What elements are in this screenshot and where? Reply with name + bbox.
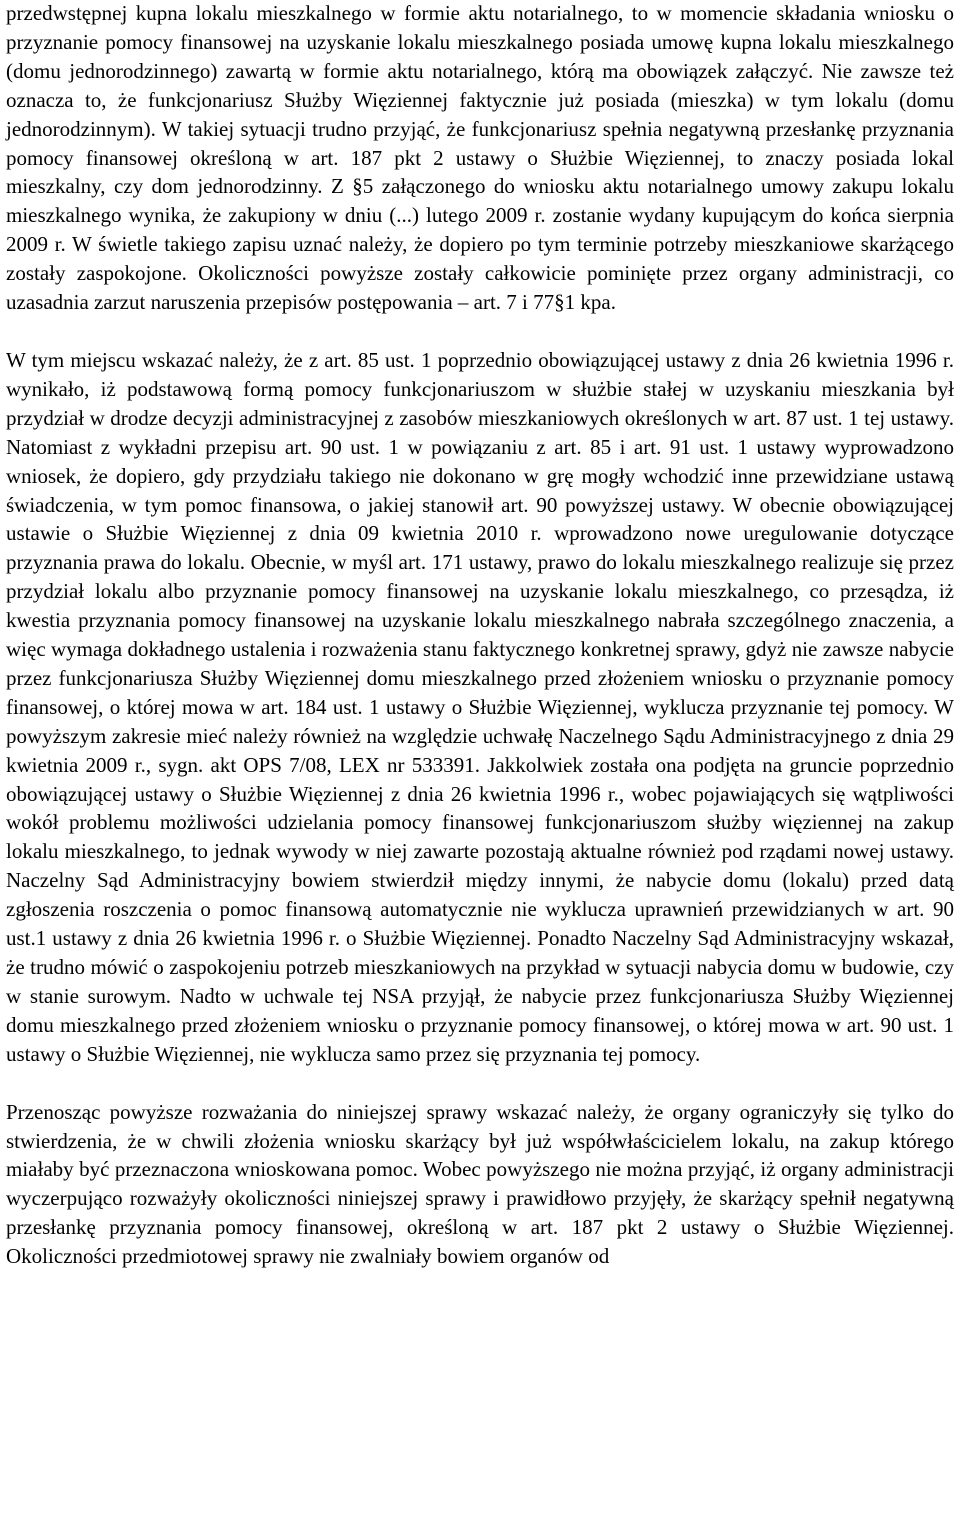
paragraph-gap [6,1069,954,1098]
paragraph-legal-analysis: W tym miejscu wskazać należy, że z art. 85 ust. 1 poprzednio obowiązującej ustawy z dnia 26 kwietnia 1996 r. wynikało, iż podstawową formą pomocy funkcjonariuszom w służbie stałej w uzyskaniu mieszkania był przydział w drodze decyzji administracyjnej z zasobów mieszkaniowych określonych w art. 87 ust. 1 tej ustawy. Natomiast z wykładni przepisu art. 90 ust. 1 w powiązaniu z art. 85 i art. 91 ust. 1 ustawy wyprowadzono wniosek, że dopiero, gdy przydziału takiego nie dokonano w grę mogły wchodzić inne przewidziane ustawą świadczenia, w tym pomoc finansowa, o jakiej stanowił art. 90 powyższej ustawy. W obecnie obowiązującej ustawie o Służbie Więziennej z dnia 09 kwietnia 2010 r. wprowadzono nowe uregulowanie dotyczące przyznania prawa do lokalu. Obecnie, w myśl art. 171 ustawy, prawo do lokalu mieszkalnego realizuje się przez przydział lokalu albo przyznanie pomocy finansowej na uzyskanie lokalu mieszkalnego, co przesądza, iż kwestia przyznania pomocy finansowej na uzyskanie lokalu mieszkalnego nabrała szczególnego znaczenia, a więc wymaga dokładnego ustalenia i rozważenia stanu faktycznego konkretnej sprawy, gdyż nie zawsze nabycie przez funkcjonariusza Służby Więziennej domu mieszkalnego przed złożeniem wniosku o przyznanie pomocy finansowej, o której mowa w art. 184 ust. 1 ustawy o Służbie Więziennej, wyklucza przyznanie tej pomocy. W powyższym zakresie mieć należy również na względzie uchwałę Naczelnego Sądu Administracyjnego z dnia 29 kwietnia 2009 r., sygn. akt OPS 7/08, LEX nr 533391. Jakkolwiek została ona podjęta na gruncie poprzednio obowiązującej ustawy o Służbie Więziennej z dnia 26 kwietnia 1996 r., wobec pojawiających się wątpliwości wokół problemu możliwości udzielania pomocy finansowej funkcjonariuszom służby więziennej na zakup lokalu mieszkalnego, to jednak wywody w niej zawarte pozostają aktualne również pod rządami nowej ustawy. Naczelny Sąd Administracyjny bowiem stwierdził między innymi, że nabycie domu (lokalu) przed datą zgłoszenia roszczenia o pomoc finansową automatycznie nie wyklucza uprawnień przewidzianych w art. 90 ust.1 ustawy z dnia 26 kwietnia 1996 r. o Służbie Więziennej. Ponadto Naczelny Sąd Administracyjny wskazał, że trudno mówić o zaspokojeniu potrzeb mieszkaniowych na przykład w sytuacji nabycia domu w budowie, czy w stanie surowym. Nadto w uchwale tej NSA przyjął, że nabycie przez funkcjonariusza Służby Więziennej domu mieszkalnego przed złożeniem wniosku o przyznanie pomocy finansowej, o której mowa w art. 90 ust. 1 ustawy o Służbie Więziennej, nie wyklucza samo przez się przyznania tej pomocy. [6,347,954,1066]
paragraph-gap [6,317,954,346]
paragraph-continuation: przedwstępnej kupna lokalu mieszkalnego w formie aktu notarialnego, to w momencie składania wniosku o przyznanie pomocy finansowej na uzyskanie lokalu mieszkalnego posiada umowę kupna lokalu mieszkalnego (domu jednorodzinnego) zawartą w formie aktu notarialnego, którą ma obowiązek załączyć. Nie zawsze też oznacza to, że funkcjonariusz Służby Więziennej faktycznie już posiada (mieszka) w tym lokalu (domu jednorodzinnym). W takiej sytuacji trudno przyjąć, że funkcjonariusz spełnia negatywną przesłankę przyznania pomocy finansowej określoną w art. 187 pkt 2 ustawy o Służbie Więziennej, to znaczy posiada lokal mieszkalny, czy dom jednorodzinny. Z §5 załączonego do wniosku aktu notarialnego umowy zakupu lokalu mieszkalnego wynika, że zakupiony w dniu (...) lutego 2009 r. zostanie wydany kupującym do końca sierpnia 2009 r. W świetle takiego zapisu uznać należy, że dopiero po tym terminie potrzeby mieszkaniowe skarżącego zostały zaspokojone. Okoliczności powyższe zostały całkowicie pominięte przez organy administracji, co uzasadnia zarzut naruszenia przepisów postępowania – art. 7 i 77§1 kpa. [6,1,954,315]
paragraph-conclusion: Przenosząc powyższe rozważania do niniejszej sprawy wskazać należy, że organy ograniczyły się tylko do stwierdzenia, że w chwili złożenia wniosku skarżący był już współwłaścicielem lokalu, na zakup którego miałaby być przeznaczona wnioskowana pomoc. Wobec powyższego nie można przyjąć, iż organy administracji wyczerpująco rozważyły okoliczności niniejszej sprawy i prawidłowo przyjęły, że skarżący spełnił negatywną przesłankę przyznania pomocy finansowej, określoną w art. 187 pkt 2 ustawy o Służbie Więziennej. Okoliczności przedmiotowej sprawy nie zwalniały bowiem organów od [6,1099,954,1269]
